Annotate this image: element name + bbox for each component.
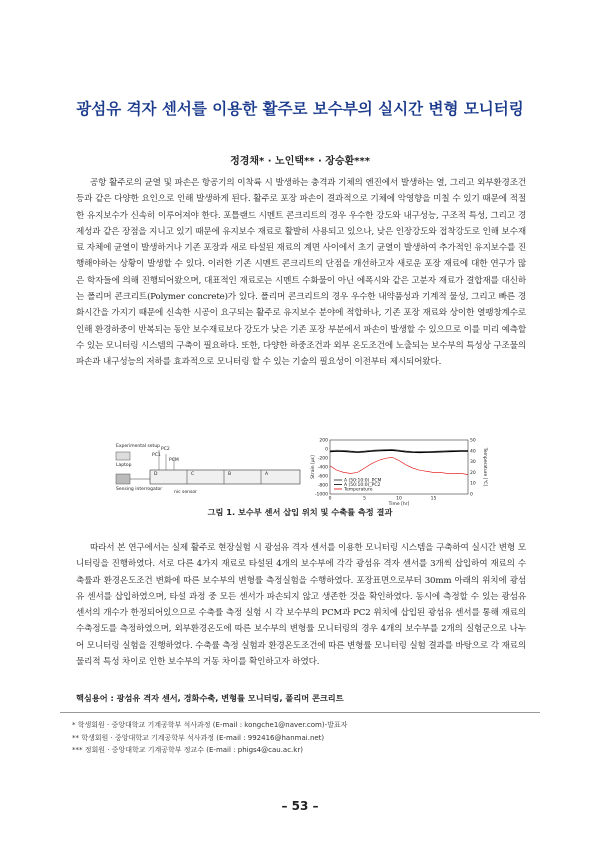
sensor-label-pc1: PC1 — [152, 453, 161, 458]
y-tick-label: 0 — [325, 447, 328, 453]
y2-tick-label: 30 — [470, 460, 476, 466]
page-number: – 53 – — [281, 799, 319, 813]
section-label-d: D — [154, 472, 158, 477]
y-tick-label: -1000 — [314, 492, 328, 498]
x-tick-label: 5 — [363, 496, 366, 502]
y2-axis-label: Temperature [℃] — [482, 447, 487, 487]
y-tick-label: -200 — [317, 456, 328, 462]
y2-tick-label: 50 — [470, 438, 476, 444]
y2-tick-label: 40 — [470, 449, 476, 455]
legend-label-1: A (50:10:0)_PCM — [344, 478, 382, 484]
x-tick-label: 15 — [430, 496, 437, 502]
body-paragraph-2: 따라서 본 연구에서는 실제 활주로 현장실험 시 광섬유 격자 센서를 이용한 모니터링 시스템을 구축하여 실시간 변형 모니터링을 진행하였다. 서로 다른 4가지 재료로 타설된 4개의 보수부에 각각 광섬유 격자 센서를 3개씩 삽입하여 재료의 수축률과 환경온도조건 변화에 따른 보수부의 변형률 측정실험을 수행하였다. 포장표면으로부터 30mm 아래의 위치에 광섬유 센서를 삽입하였으며, 타설 과정 중 모든 센서가 파손되지 않고 생존한 것을 확인하였다. 동시에 측정할 수 있는 광섬유 센서의 개수가 한정되어있으므로 수축률 측정 실험 시 각 보수부의 PCM과 PC2 위치에 삽입된 광섬유 센서를 통해 재료의 수축정도를 측정하였으며, 외부환경온도에 따른 보수부의 변형률 모니터링의 경우 4개의 보수부를 2개의 실험군으로 나누어 모니터링 실험을 진행하였다. 수축률 측정 실험과 환경온도조건에 따른 변형률 모니터링 실험 결과를 바탕으로 각 재료의 물리적 특성 차이로 인한 보수부의 거동 차이를 확인하고자 하였다. — [76, 543, 526, 668]
footnote-2: ** 학생회원 · 중앙대학교 기계공학부 석사과정 (E-mail : 992416@hanmai.net) — [72, 733, 325, 742]
keywords-line: 핵심용어 : 광섬유 격자 센서, 경화수축, 변형률 모니터링, 폴리머 콘크리트 — [76, 693, 344, 703]
figure-caption: 그림 1. 보수부 센서 삽입 위치 및 수축률 측정 결과 — [207, 507, 393, 517]
shrinkage-chart — [308, 436, 488, 506]
footnote-1: * 학생회원 · 중앙대학교 기계공학부 석사과정 (E-mail : kongche1@naver.com)-발표자 — [72, 721, 348, 729]
nic-sensor-label: nic sensor — [174, 490, 197, 495]
setup-label: Experimental setup — [116, 444, 161, 449]
footnotes — [60, 712, 540, 757]
legend-label-3: Temperature — [344, 487, 373, 493]
laptop-icon — [116, 452, 130, 460]
y-tick-label: -600 — [317, 474, 328, 480]
y2-tick-label: 20 — [470, 470, 476, 476]
paper-title: 광섬유 격자 센서를 이용한 활주로 보수부의 실시간 변형 모니터링 — [76, 100, 524, 118]
sensor-schematic-figure — [114, 442, 304, 502]
body-paragraph-1: 공항 활주로의 균열 및 파손은 항공기의 이착륙 시 발생하는 충격과 기체의 엔진에서 발생하는 열, 그리고 외부환경조건 등과 같은 다양한 요인으로 인해 발생하게 된다. 활주로 포장 파손이 결과적으로 기체에 악영향을 미칠 수 있기 때문에 적절한 유지보수가 신속히 이루어져야 한다. 포틀랜드 시멘트 콘크리트의 경우 우수한 강도와 내구성능, 구조적 특성, 그리고 경제성과 같은 장점을 지니고 있기 때문에 유지보수 재료로 활발히 사용되고 있으나, 낮은 인장강도와 접착강도로 인해 보수재료 자체에 균열이 발생하거나 기존 포장과 새로 타설된 재료의 계면 사이에서 초기 균열이 발생하여 추가적인 유지보수를 진행해야하는 상황이 발생할 수 있다. 이러한 기존 시멘트 콘크리트의 단점을 개선하고자 새로운 포장 재료에 대한 연구가 많은 학자들에 의해 진행되어왔으며, 대표적인 재료로는 시멘트 수화물이 아닌 에폭시와 같은 고분자 재료가 결합재를 대신하는 폴리머 콘크리트(Polymer concrete)가 있다. 폴리머 콘크리트의 경우 우수한 내약품성과 기계적 물성, 그리고 빠른 경화시간을 가지기 때문에 신속한 시공이 요구되는 활주로 유지보수 분야에 적합하나, 기존 포장 재료와 상이한 열팽창계수로 인해 환경하중이 반복되는 동안 보수재료보다 강도가 낮은 기존 포장 부분에서 파손이 발생할 수 있으므로 이를 미리 예측할 수 있는 모니터링 시스템의 구축이 필요하다. 또한, 다양한 하중조건과 외부 온도조건에 노출되는 보수부의 특성상 구조물의 파손과 내구성능의 저하를 효과적으로 모니터링 할 수 있는 기술의 필요성이 이전부터 제시되어왔다. — [76, 178, 526, 368]
y-axis-label: Strain [με] — [311, 455, 316, 479]
y2-tick-label: 0 — [470, 492, 473, 498]
laptop-label: Laptop — [116, 463, 132, 468]
sensor-label-pc2: PC2 — [161, 447, 170, 452]
x-tick-label: 0 — [328, 496, 332, 502]
y-tick-label: -800 — [317, 483, 328, 489]
y2-tick-label: 10 — [470, 481, 476, 487]
sensor-label-pcm: PCM — [169, 458, 179, 463]
x-tick-label: 10 — [396, 496, 402, 502]
legend-label-2: A (50:10:0)_PC2 — [344, 483, 381, 488]
y-tick-label: -400 — [317, 465, 328, 471]
section-label-c: C — [191, 472, 195, 477]
x-axis-label: Time [hr] — [388, 502, 410, 506]
section-label-a: A — [265, 472, 269, 477]
author-list: 정경채* · 노인택** · 장승환*** — [230, 156, 370, 167]
section-label-b: B — [228, 472, 232, 477]
interrogator-icon — [116, 474, 130, 484]
interrogator-label: Sensing interrogator — [116, 487, 163, 492]
runway-section — [150, 470, 300, 484]
footnote-3: *** 정회원 · 중앙대학교 기계공학부 정교수 (E-mail : phigs4@cau.ac.kr) — [72, 746, 303, 754]
y-tick-label: 200 — [319, 438, 328, 444]
